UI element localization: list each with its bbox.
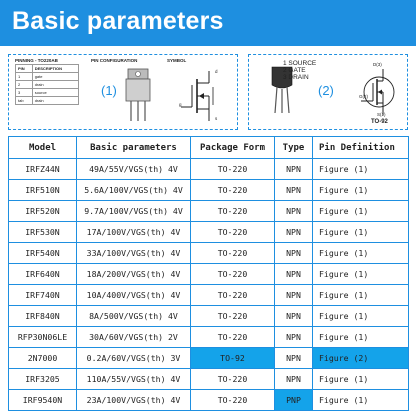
- desc-col-header: DESCRIPTION: [32, 65, 78, 73]
- pin-row: [16, 73, 79, 81]
- table-row: [9, 222, 409, 243]
- pin-definition-cell: Figure (1): [313, 180, 409, 201]
- pin-col-header: PIN: [16, 65, 33, 73]
- table-row: [9, 180, 409, 201]
- package-cell: TO-220: [191, 159, 275, 180]
- pin-desc: drain: [32, 81, 78, 89]
- package-cell: TO-220: [191, 180, 275, 201]
- pin-definition-cell: Figure (1): [313, 369, 409, 390]
- parameters-cell: 8A/500V/VGS(th) 4V: [77, 306, 191, 327]
- to92-pin-3: 3 DRAIN: [283, 74, 309, 81]
- parameters-cell: 10A/400V/VGS(th) 4V: [77, 285, 191, 306]
- package-cell: TO-92: [191, 348, 275, 369]
- package-cell: TO-220: [191, 369, 275, 390]
- package-cell: TO-220: [191, 222, 275, 243]
- to92-d-label: D(3): [373, 62, 382, 67]
- to92-mosfet-symbol-icon: [359, 67, 397, 117]
- pin-number: 2: [16, 81, 33, 89]
- type-cell: NPN: [275, 369, 313, 390]
- header-model: Model: [9, 137, 77, 159]
- type-cell: PNP: [275, 390, 313, 411]
- table-row: [9, 201, 409, 222]
- header-pin-definition: Pin Definition: [313, 137, 409, 159]
- to92-g-label: G(2): [359, 94, 368, 99]
- pin-description-table: [15, 64, 79, 105]
- model-cell: RFP30N06LE: [9, 327, 77, 348]
- parameters-cell: 110A/55V/VGS(th) 4V: [77, 369, 191, 390]
- pin-row: [16, 89, 79, 97]
- page-title: Basic parameters: [12, 7, 224, 35]
- model-cell: IRF840N: [9, 306, 77, 327]
- package-cell: TO-220: [191, 306, 275, 327]
- parameters-cell: 0.2A/60V/VGS(th) 3V: [77, 348, 191, 369]
- parameters-cell: 5.6A/100V/VGS(th) 4V: [77, 180, 191, 201]
- table-row: [9, 264, 409, 285]
- to220-pinout-box: [8, 54, 238, 130]
- model-cell: IRF540N: [9, 243, 77, 264]
- pin-definition-cell: Figure (1): [313, 159, 409, 180]
- type-cell: NPN: [275, 180, 313, 201]
- pin-desc: drain: [32, 97, 78, 105]
- pin-row: [16, 81, 79, 89]
- symbol-d-label: d: [215, 69, 218, 74]
- figure-2-label: (2): [318, 83, 334, 98]
- pin-definition-cell: Figure (1): [313, 285, 409, 306]
- type-cell: NPN: [275, 348, 313, 369]
- header-type: Type: [275, 137, 313, 159]
- parameters-cell: 17A/100V/VGS(th) 4V: [77, 222, 191, 243]
- symbol-s-label: s: [215, 116, 218, 121]
- pin-definition-cell: Figure (1): [313, 264, 409, 285]
- type-cell: NPN: [275, 222, 313, 243]
- parameters-table: [8, 136, 409, 411]
- pin-config-title: PIN CONFIGURATION: [91, 58, 138, 63]
- package-cell: TO-220: [191, 201, 275, 222]
- pin-number: tab: [16, 97, 33, 105]
- package-cell: TO-220: [191, 285, 275, 306]
- pin-desc: gate: [32, 73, 78, 81]
- to92-package-label: TO-92: [371, 119, 388, 125]
- pin-definition-cell: Figure (1): [313, 201, 409, 222]
- model-cell: 2N7000: [9, 348, 77, 369]
- parameters-cell: 33A/100V/VGS(th) 4V: [77, 243, 191, 264]
- pin-number: 1: [16, 73, 33, 81]
- type-cell: NPN: [275, 264, 313, 285]
- type-cell: NPN: [275, 327, 313, 348]
- header-package-form: Package Form: [191, 137, 275, 159]
- type-cell: NPN: [275, 159, 313, 180]
- model-cell: IRF520N: [9, 201, 77, 222]
- type-cell: NPN: [275, 201, 313, 222]
- table-row: [9, 243, 409, 264]
- table-row: [9, 306, 409, 327]
- table-row: [9, 285, 409, 306]
- package-cell: TO-220: [191, 327, 275, 348]
- pin-definition-cell: Figure (1): [313, 390, 409, 411]
- to92-pin-1: 1 SOURCE: [283, 60, 317, 67]
- to92-pinout-box: [248, 54, 408, 130]
- model-cell: IRF640N: [9, 264, 77, 285]
- header-basic-parameters: Basic parameters: [77, 137, 191, 159]
- parameters-cell: 23A/100V/VGS(th) 4V: [77, 390, 191, 411]
- model-cell: IRF3205: [9, 369, 77, 390]
- parameters-cell: 49A/55V/VGS(th) 4V: [77, 159, 191, 180]
- model-cell: IRF740N: [9, 285, 77, 306]
- model-cell: IRF530N: [9, 222, 77, 243]
- parameters-cell: 9.7A/100V/VGS(th) 4V: [77, 201, 191, 222]
- to220-package-icon: [121, 67, 155, 125]
- nmos-symbol-icon: [177, 69, 227, 123]
- type-cell: NPN: [275, 306, 313, 327]
- to92-pin-2: 2 GATE: [283, 67, 306, 74]
- type-cell: NPN: [275, 243, 313, 264]
- model-cell: IRF9540N: [9, 390, 77, 411]
- table-row: [9, 369, 409, 390]
- pin-definition-cell: Figure (2): [313, 348, 409, 369]
- pin-definition-cell: Figure (1): [313, 243, 409, 264]
- pin-definition-cell: Figure (1): [313, 222, 409, 243]
- pin-desc: source: [32, 89, 78, 97]
- figure-1-label: (1): [101, 83, 117, 98]
- parameters-cell: 30A/60V/VGS(th) 2V: [77, 327, 191, 348]
- pin-definition-cell: Figure (1): [313, 306, 409, 327]
- table-row: [9, 348, 409, 369]
- package-cell: TO-220: [191, 243, 275, 264]
- header-banner: [0, 0, 416, 46]
- table-row: [9, 327, 409, 348]
- type-cell: NPN: [275, 285, 313, 306]
- symbol-g-label: g: [179, 102, 182, 107]
- pin-number: 3: [16, 89, 33, 97]
- parameters-cell: 18A/200V/VGS(th) 4V: [77, 264, 191, 285]
- pin-row: [16, 97, 79, 105]
- table-row: [9, 390, 409, 411]
- table-row: [9, 159, 409, 180]
- table-header-row: [9, 137, 409, 159]
- to92-s-label: S(1): [377, 112, 386, 117]
- package-cell: TO-220: [191, 390, 275, 411]
- symbol-title: SYMBOL: [167, 58, 187, 63]
- model-cell: IRFZ44N: [9, 159, 77, 180]
- model-cell: IRF510N: [9, 180, 77, 201]
- pinning-title: PINNING - TO220AB: [15, 58, 58, 63]
- package-cell: TO-220: [191, 264, 275, 285]
- pin-definition-cell: Figure (1): [313, 327, 409, 348]
